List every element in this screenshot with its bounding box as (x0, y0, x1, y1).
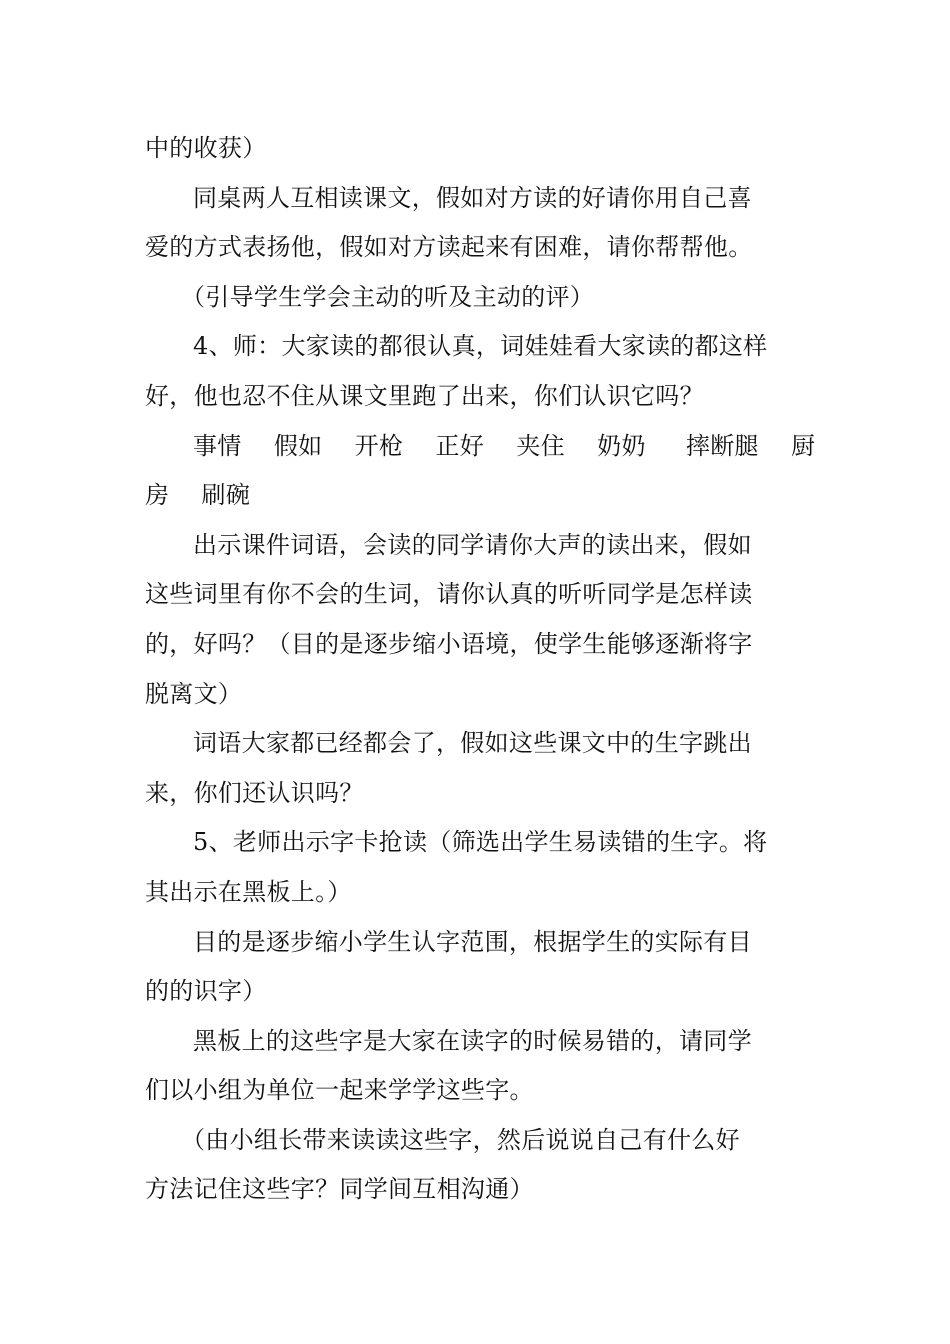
text-line: 目的是逐步缩小学生认字范围，根据学生的实际有目 (193, 927, 752, 956)
text-line: （引导学生学会主动的听及主动的评） (181, 282, 595, 311)
text-line: 房 刷碗 (145, 481, 251, 510)
paragraph-3 (145, 273, 807, 323)
text-line: 同桌两人互相读课文，假如对方读的好请你用自己喜 (193, 183, 752, 212)
text-line: 们以小组为单位一起来学学这些字。 (145, 1076, 534, 1105)
text-line: 来，你们还认识吗？ (145, 778, 364, 807)
text-line: 的的识字） (145, 977, 267, 1006)
text-line: 4、师：大家读的都很认真，词娃娃看大家读的都这样 (193, 332, 768, 361)
paragraph-11 (145, 1116, 807, 1215)
text-line: 脱离文） (145, 679, 243, 708)
text-line: 这些词里有你不会的生词，请你认真的听听同学是怎样读 (145, 580, 753, 609)
text-line: 事情 假如 开枪 正好 夹住 奶奶 摔断腿 厨 (193, 431, 816, 460)
paragraph-6 (145, 521, 807, 719)
paragraph-9 (145, 918, 807, 1017)
paragraph-4 (145, 322, 807, 421)
paragraph-7 (145, 719, 807, 818)
text-line: 出示课件词语，会读的同学请你大声的读出来，假如 (193, 530, 752, 559)
text-line: 其出示在黑板上。） (145, 877, 352, 906)
text-line: 方法记住这些字？同学间互相沟通） (145, 1175, 534, 1204)
text-line: 黑板上的这些字是大家在读字的时候易错的，请同学 (193, 1026, 752, 1055)
text-line: （由小组长带来读读这些字，然后说说自己有什么好 (181, 1125, 740, 1154)
paragraph-8 (145, 818, 807, 917)
document-body (145, 124, 816, 1215)
text-line: 中的收获） (145, 134, 267, 162)
paragraph-10 (145, 1017, 807, 1116)
text-line: 的，好吗？（目的是逐步缩小语境，使学生能够逐渐将字 (145, 629, 753, 658)
text-line: 爱的方式表扬他，假如对方读起来有困难，请你帮帮他。 (145, 233, 753, 262)
paragraph-2 (145, 174, 807, 273)
text-line: 词语大家都已经都会了，假如这些课文中的生字跳出 (193, 729, 752, 758)
text-line: 好，他也忍不住从课文里跑了出来，你们认识它吗？ (145, 381, 704, 410)
text-line: 5、老师出示字卡抢读（筛选出学生易读错的生字。将 (193, 828, 768, 857)
paragraph-5-word-list (145, 422, 816, 521)
paragraph-1 (145, 124, 807, 174)
